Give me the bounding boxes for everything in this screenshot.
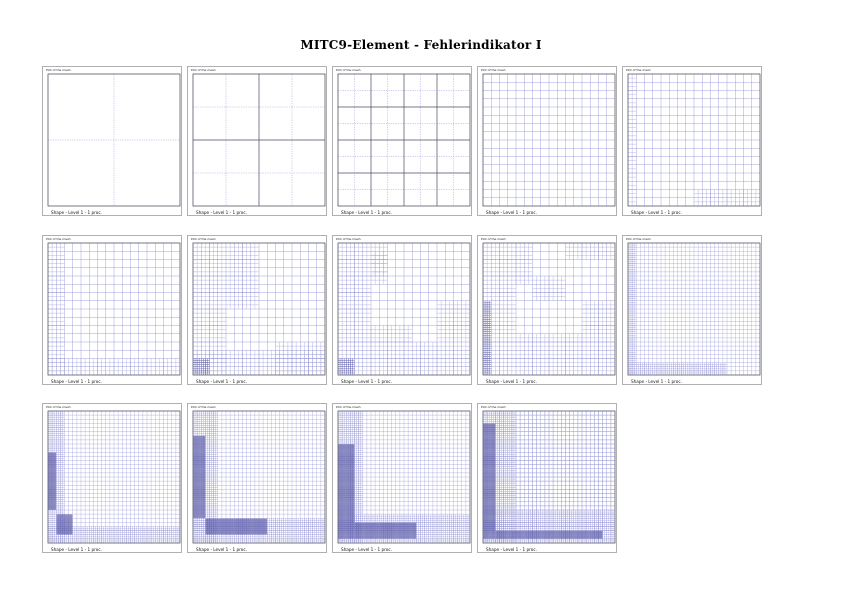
refined-region [48,359,180,376]
panel-caption: Shape - Level 1 - 1 proc. [486,210,537,215]
mesh-plot [333,236,473,386]
refined-region [694,190,760,207]
mesh-plot [333,404,473,554]
panel-heading: Plot of the mesh [46,405,71,409]
mesh-panel [477,403,617,553]
refined-region [355,522,417,539]
panel-heading: Plot of the mesh [481,405,506,409]
mesh-plot [478,67,618,217]
mesh-plot [623,236,763,386]
mesh-plot [188,404,328,554]
refined-region [338,359,355,376]
mesh-panel [332,66,472,216]
panel-caption: Shape - Level 1 - 1 proc. [486,547,537,552]
panel-heading: Plot of the mesh [336,237,361,241]
refined-region [483,301,491,375]
refined-region [483,243,533,284]
mesh-panel [42,235,182,385]
panel-heading: Plot of the mesh [336,405,361,409]
mesh-panel [187,66,327,216]
mesh-panel [42,66,182,216]
mesh-plot [43,404,183,554]
refined-region [205,518,267,535]
refined-region [48,243,65,375]
mesh-panel [332,403,472,553]
refined-region [437,301,470,342]
mesh-panel [622,66,762,216]
page-title: MITC9-Element - Fehlerindikator I [300,38,542,52]
panel-heading: Plot of the mesh [46,68,71,72]
refined-region [338,243,371,326]
mesh-plot [478,404,618,554]
mesh-plot [623,67,763,217]
refined-region [338,326,412,376]
panel-heading: Plot of the mesh [481,237,506,241]
mesh-panel [332,235,472,385]
refined-region [48,452,56,510]
panel-caption: Shape - Level 1 - 1 proc. [51,547,102,552]
mesh-panel [477,235,617,385]
panel-heading: Plot of the mesh [191,405,216,409]
panel-caption: Shape - Level 1 - 1 proc. [196,547,247,552]
mesh-panel [187,235,327,385]
refined-region [566,243,616,260]
panel-heading: Plot of the mesh [191,68,216,72]
panel-caption: Shape - Level 1 - 1 proc. [341,379,392,384]
refined-region [226,243,259,309]
refined-region [483,423,495,539]
panel-caption: Shape - Level 1 - 1 proc. [196,210,247,215]
panel-heading: Plot of the mesh [481,68,506,72]
refined-region [628,243,636,375]
refined-region [371,251,388,276]
refined-region [495,531,602,539]
mesh-panel [187,403,327,553]
panel-caption: Shape - Level 1 - 1 proc. [631,379,682,384]
panel-heading: Plot of the mesh [336,68,361,72]
refined-region [193,359,210,376]
panel-caption: Shape - Level 1 - 1 proc. [341,210,392,215]
panel-caption: Shape - Level 1 - 1 proc. [341,547,392,552]
refined-region [582,301,615,334]
panel-caption: Shape - Level 1 - 1 proc. [631,210,682,215]
mesh-plot [188,67,328,217]
mesh-plot [333,67,473,217]
panel-caption: Shape - Level 1 - 1 proc. [486,379,537,384]
mesh-plot [478,236,618,386]
refined-region [533,276,566,301]
refined-region [56,514,73,535]
refined-region [628,363,727,375]
refined-region [193,436,205,519]
panel-heading: Plot of the mesh [191,237,216,241]
mesh-plot [43,236,183,386]
mesh-panel [42,403,182,553]
panel-caption: Shape - Level 1 - 1 proc. [196,379,247,384]
mesh-panel [477,66,617,216]
refined-region [628,74,636,206]
refined-region [412,342,470,375]
panel-caption: Shape - Level 1 - 1 proc. [51,210,102,215]
mesh-panel [622,235,762,385]
panel-heading: Plot of the mesh [626,237,651,241]
panel-caption: Shape - Level 1 - 1 proc. [51,379,102,384]
mesh-plot [43,67,183,217]
panel-heading: Plot of the mesh [626,68,651,72]
refined-region [276,342,326,375]
refined-region [338,444,355,539]
panel-heading: Plot of the mesh [46,237,71,241]
refined-region [516,334,615,375]
mesh-plot [188,236,328,386]
